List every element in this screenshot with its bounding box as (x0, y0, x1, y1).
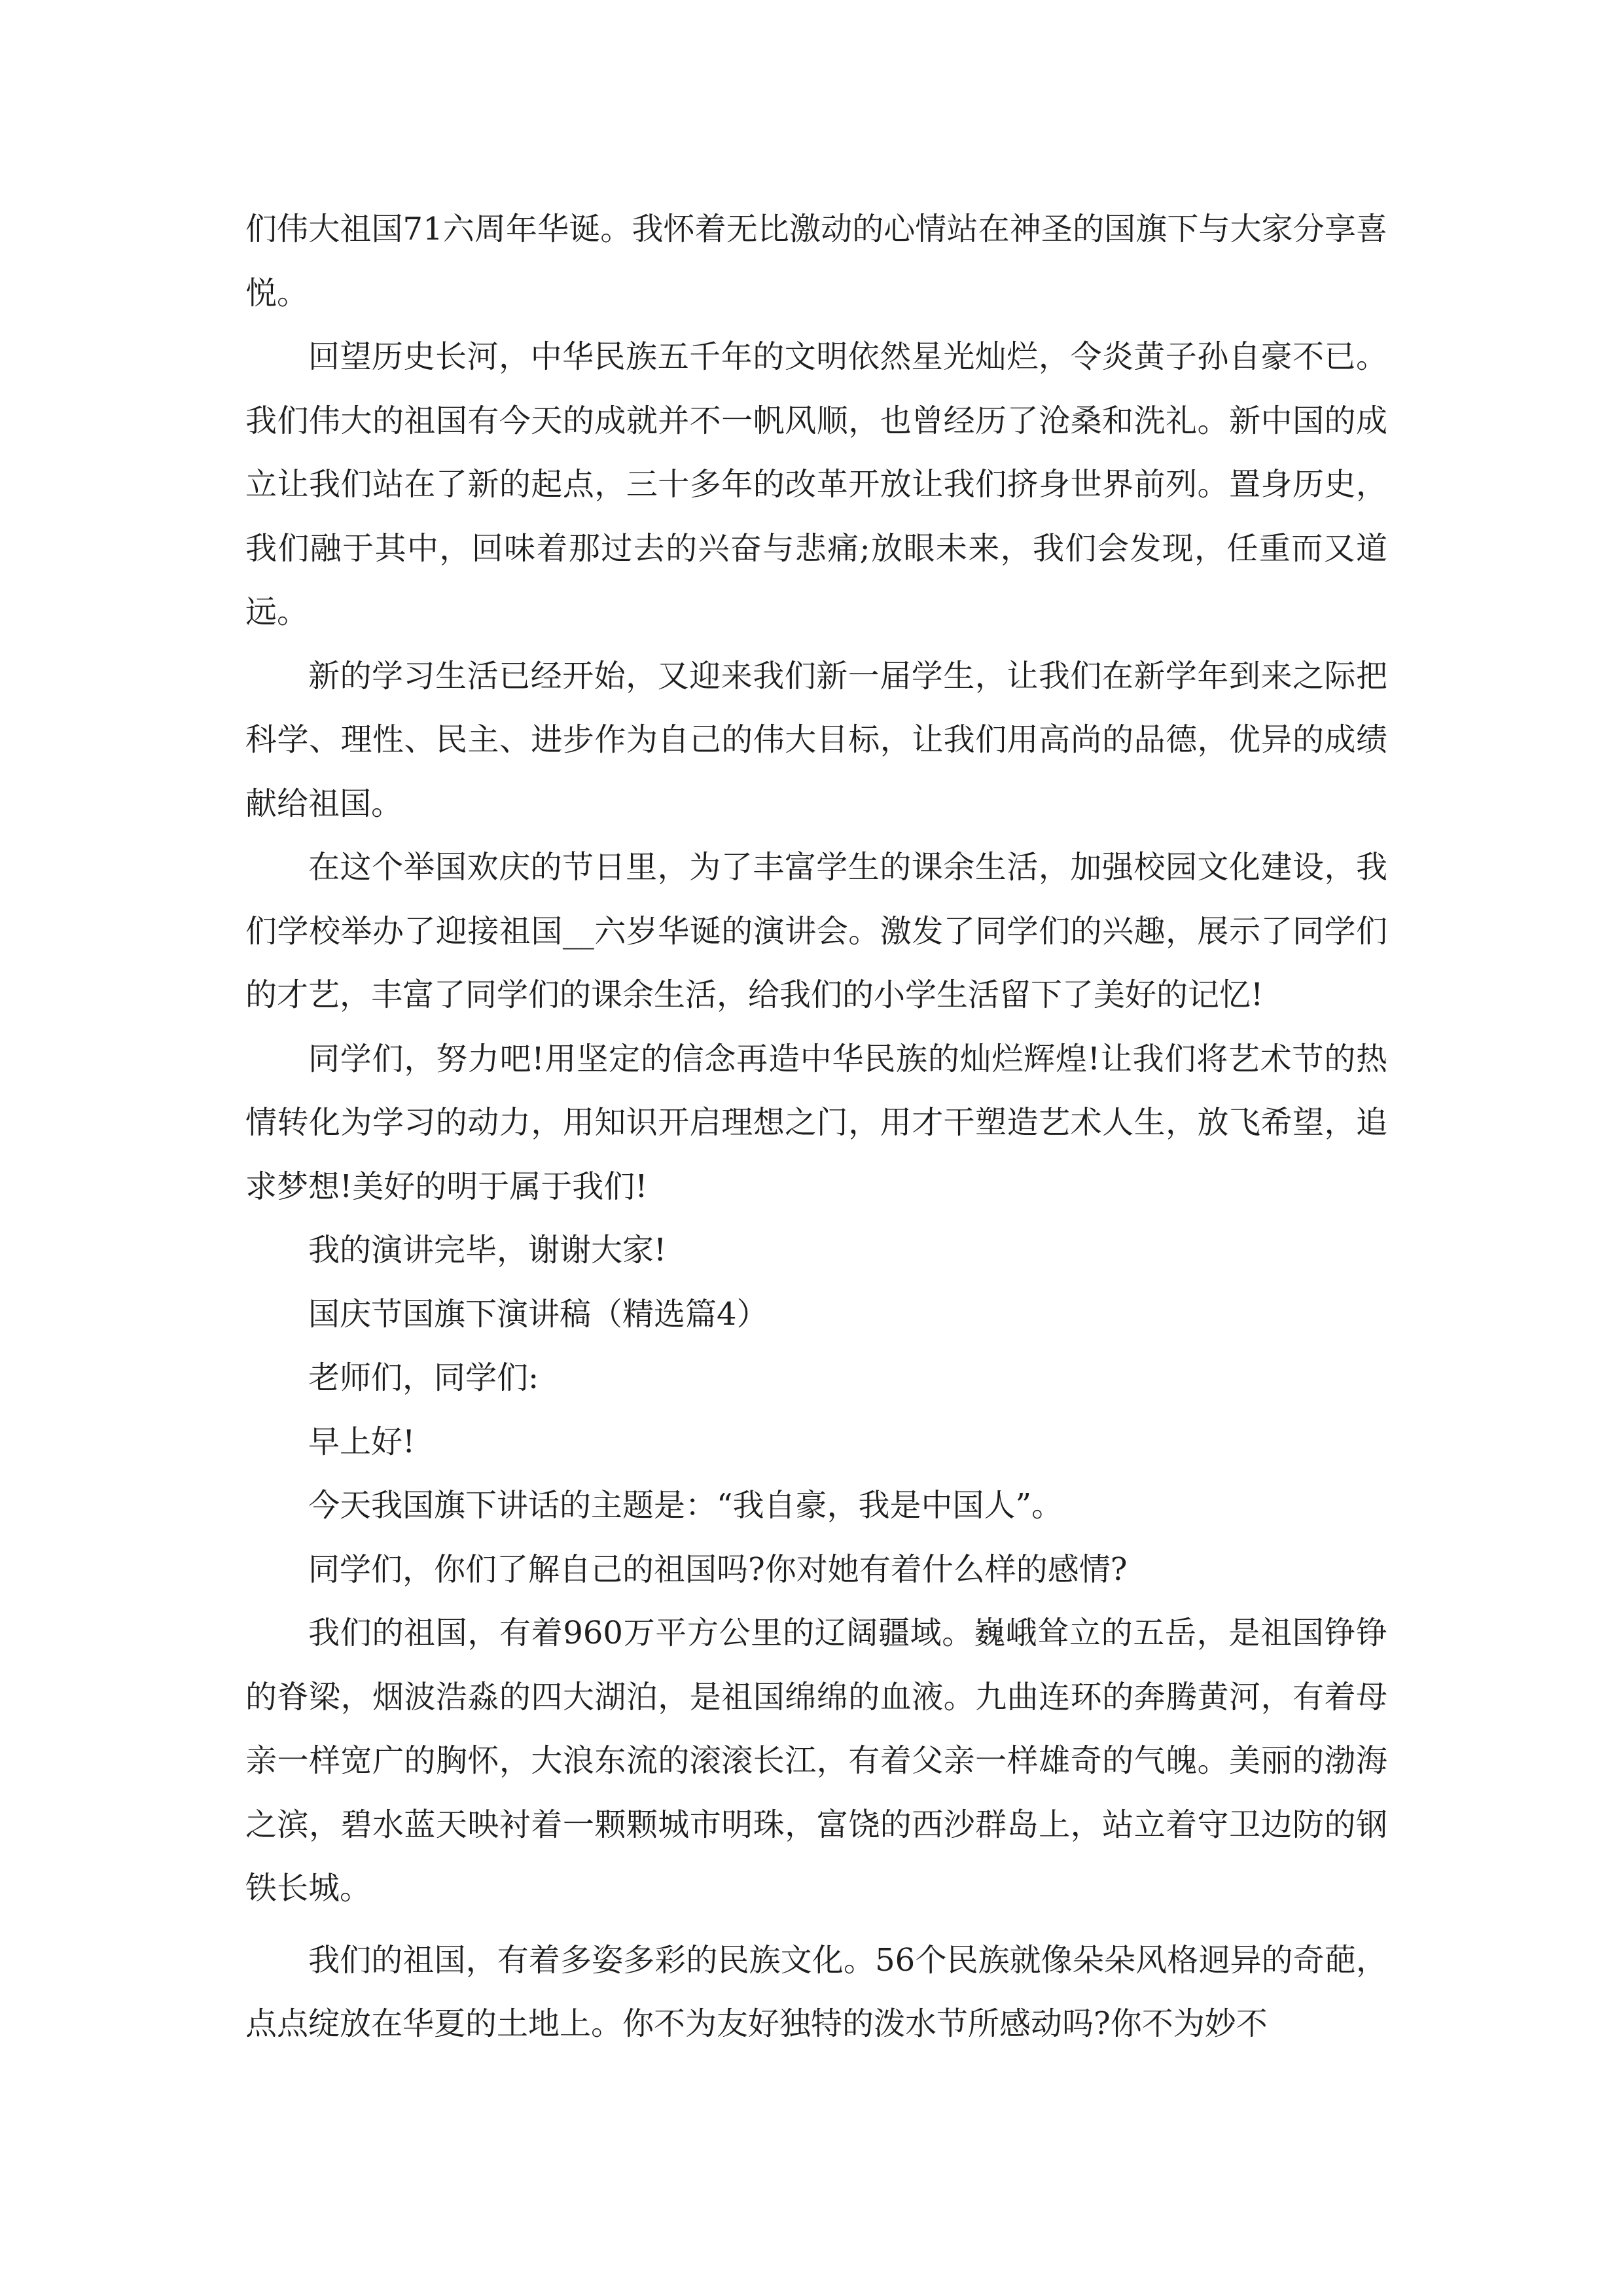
paragraph-history: 回望历史长河，中华民族五千年的文明依然星光灿烂，令炎黄子孙自豪不已。我们伟大的祖国有今天的成就并不一帆风顺，也曾经历了沧桑和洗礼。新中国的成立让我们站在了新的起点，三十多年的改革开放让我们挤身世界前列。置身历史，我们融于其中，回味着那过去的兴奋与悲痛;放眼未来，我们会发现，任重而又道远。 (245, 338, 1387, 630)
paragraph-continuation: 们伟大祖国71六周年华诞。我怀着无比激动的心情站在神圣的国旗下与大家分享喜悦。 (245, 211, 1387, 312)
paragraph-geography: 我们的祖国，有着960万平方公里的辽阔疆域。巍峨耸立的五岳，是祖国铮铮的脊梁，烟波浩淼的四大湖泊，是祖国绵绵的血液。九曲连环的奔腾黄河，有着母亲一样宽广的胸怀，大浪东流的滚滚长江，有着父亲一样雄奇的气魄。美丽的渤海之滨，碧水蓝天映衬着一颗颗城市明珠，富饶的西沙群岛上，站立着守卫边防的钢铁长城。 (245, 1615, 1387, 1907)
paragraph-greeting: 早上好! (308, 1423, 416, 1460)
paragraph-question: 同学们，你们了解自己的祖国吗?你对她有着什么样的感情? (308, 1551, 1128, 1588)
paragraph-salutation: 老师们，同学们: (308, 1359, 539, 1396)
document-body (245, 198, 1387, 2056)
paragraph-celebration: 在这个举国欢庆的节日里，为了丰富学生的课余生活，加强校园文化建设，我们学校举办了迎接祖国__六岁华诞的演讲会。激发了同学们的兴趣，展示了同学们的才艺，丰富了同学们的课余生活，给我们的小学生活留下了美好的记忆! (245, 849, 1387, 1013)
section-heading: 国庆节国旗下演讲稿（精选篇4） (308, 1295, 768, 1333)
paragraph-encouragement: 同学们，努力吧!用坚定的信念再造中华民族的灿烂辉煌!让我们将艺术节的热情转化为学习的动力，用知识开启理想之门，用才干塑造艺术人生，放飞希望，追求梦想!美好的明于属于我们! (245, 1040, 1387, 1205)
paragraph-closing: 我的演讲完毕，谢谢大家! (308, 1232, 667, 1268)
paragraph-new-semester: 新的学习生活已经开始，又迎来我们新一届学生，让我们在新学年到来之际把科学、理性、民主、进步作为自己的伟大目标，让我们用高尚的品德，优异的成绩献给祖国。 (245, 657, 1387, 822)
paragraph-topic: 今天我国旗下讲话的主题是：“我自豪，我是中国人”。 (308, 1487, 1063, 1524)
paragraph-culture: 我们的祖国，有着多姿多彩的民族文化。56个民族就像朵朵风格迥异的奇葩，点点绽放在华夏的土地上。你不为友好独特的泼水节所感动吗?你不为妙不 (245, 1941, 1387, 2042)
